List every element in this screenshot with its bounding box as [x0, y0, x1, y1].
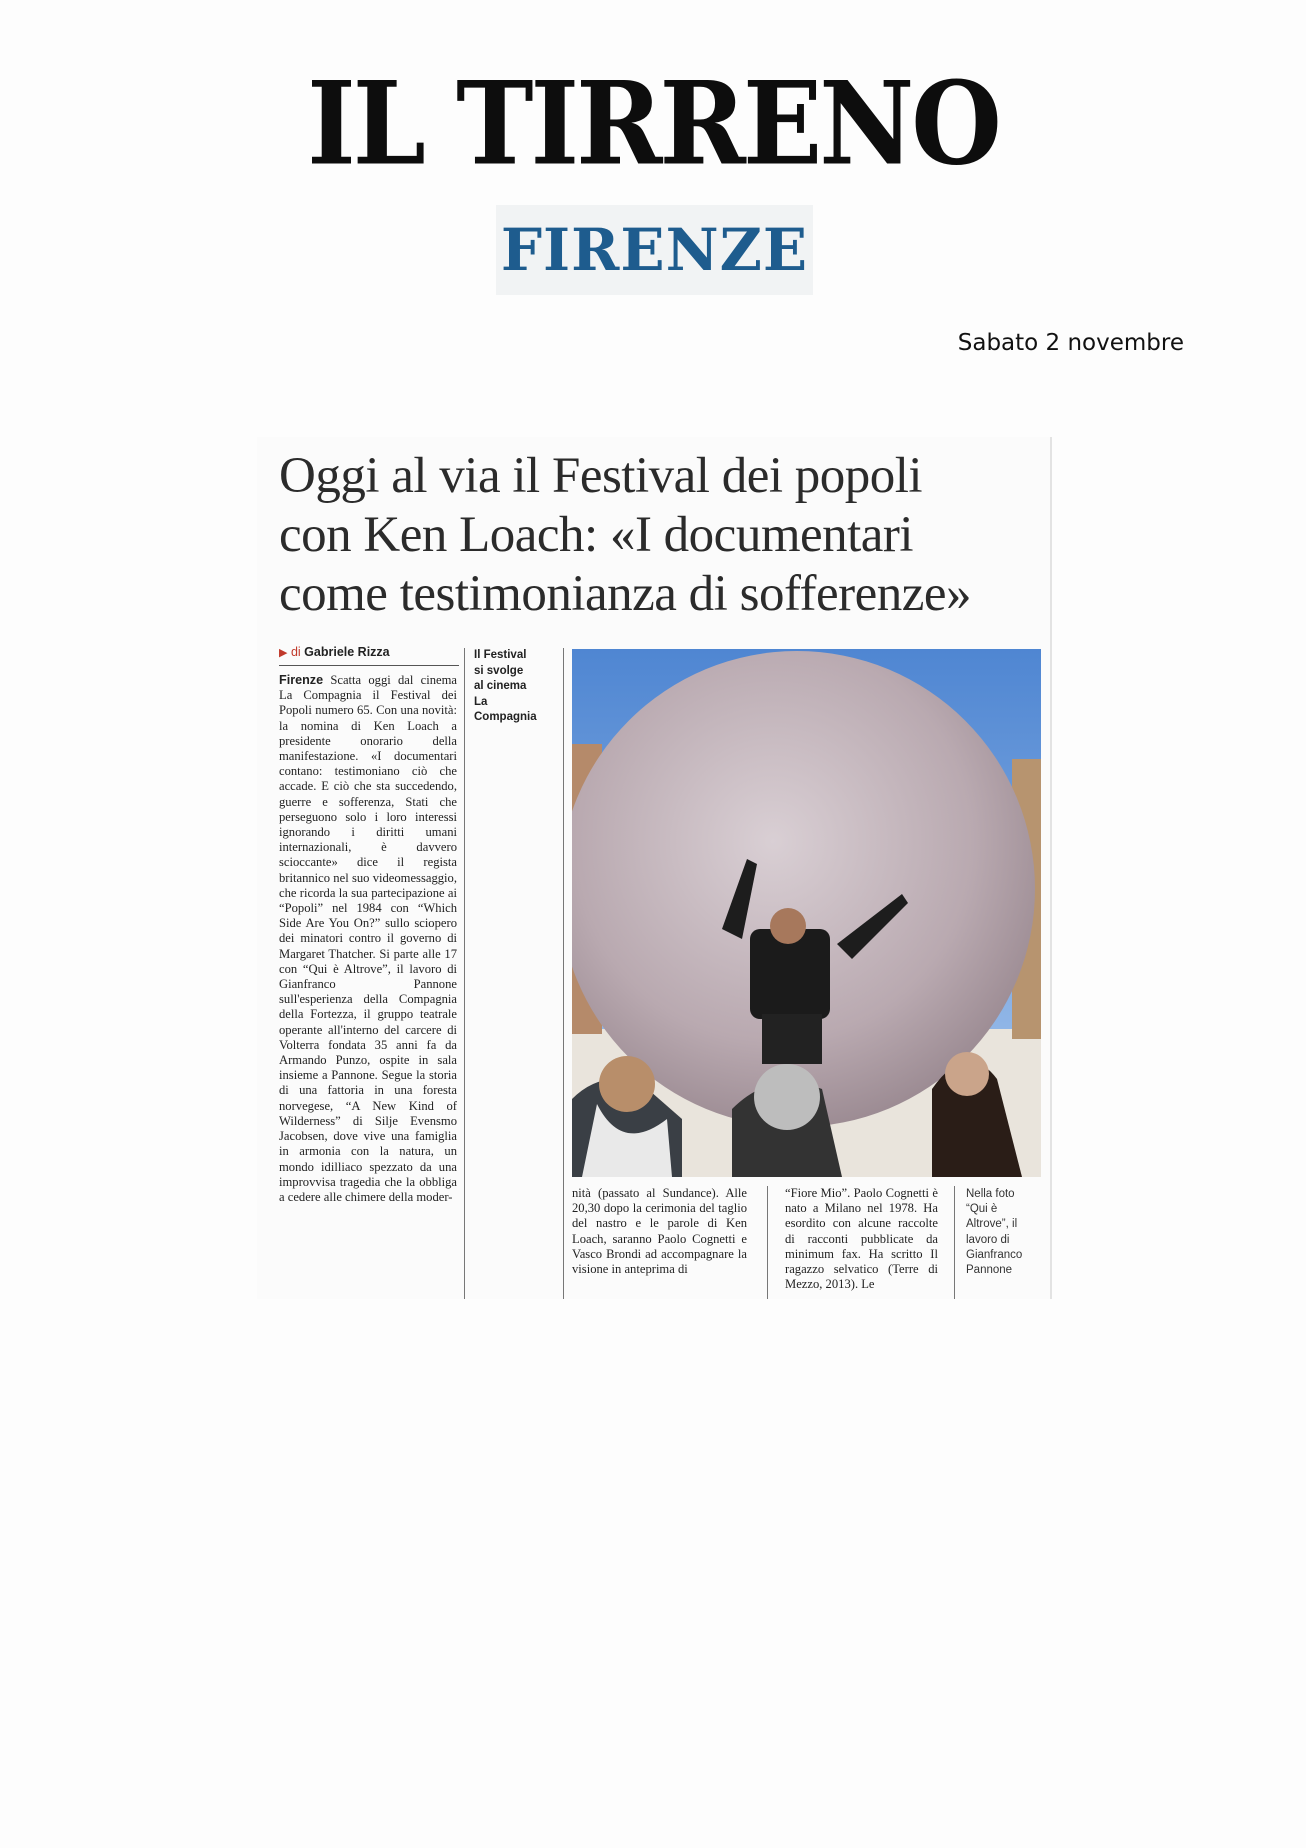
edition-label-box	[496, 205, 813, 295]
clipping-edge	[1050, 437, 1052, 1299]
caption-line: Gianfranco	[966, 1248, 1023, 1261]
sidebar-note-line: si svolge	[474, 664, 524, 677]
dateline: Firenze	[279, 673, 324, 687]
article-photo	[572, 649, 1041, 1177]
caption-line: lavoro di	[966, 1233, 1010, 1246]
edition-label: FIRENZE	[500, 216, 809, 284]
byline-marker-icon: ▶	[279, 647, 288, 659]
headline-line: con Ken Loach: «I documentari	[279, 507, 914, 563]
headline-line: Oggi al via il Festival dei popoli	[279, 448, 923, 504]
caption-line: “Qui è	[966, 1203, 998, 1216]
caption-line: Pannone	[966, 1264, 1013, 1277]
byline-author: Gabriele Rizza	[304, 645, 390, 659]
sidebar-note-line: La	[474, 695, 488, 708]
byline-divider	[279, 665, 459, 666]
byline-prefix: di	[290, 645, 301, 659]
column-divider	[954, 1186, 955, 1299]
sidebar-note	[474, 648, 544, 726]
sidebar-note-line: Compagnia	[474, 711, 537, 723]
article-column-1	[279, 673, 457, 1205]
publication-date: Sabato 2 novembre	[957, 330, 1184, 356]
sidebar-note-line: al cinema	[474, 680, 527, 692]
photo-caption	[966, 1187, 1046, 1278]
article-byline	[279, 645, 390, 659]
column-divider	[563, 648, 564, 1299]
sidebar-note-line: Il Festival	[474, 649, 527, 661]
caption-line: Nella foto	[966, 1188, 1015, 1200]
column-1-text: Scatta oggi dal cinema La Compagnia il Festival dei Popoli numero 65. Con una novità: la nomina di Ken Loach a presidente onorario della manifestazione. «I documentari contano: testimoniano ciò che accade. E ciò che sta succedendo, guerre e sofferenza, Stati che perseguono solo i loro interessi ignorando i diritti umani internazionali, è davvero scioccante» dice il regista britannico nel suo videomessaggio, che ricorda la sua partecipazione ai “Popoli” nel 1984 con “Which Side Are You On?” sullo sciopero dei minatori contro il governo di Margaret Thatcher. Si parte alle 17 con “Qui è Altrove”, il lavoro di Gianfranco Pannone sull'esperienza della Compagnia della Fortezza, il gruppo teatrale operante all'interno del carcere di Volterra fondata 35 anni fa da Armando Punzo, ospite in sala insieme a Pannone. Segue la storia di una fattoria in una foresta norvegese, “A New Kind of Wilderness” di Silje Evensmo Jacobsen, dove vive una famiglia in armonia con la natura, un mondo idilliaco spezzato da una improvvisa tragedia che la obbliga a cedere alle chimere della moder-	[279, 673, 457, 1204]
article-headline	[279, 447, 1049, 624]
caption-line: Altrove”, il	[966, 1218, 1018, 1231]
column-divider	[464, 648, 465, 1299]
column-divider	[767, 1186, 768, 1299]
article-column-3: “Fiore Mio”. Paolo Cognetti è nato a Milano nel 1978. Ha esordito con alcune raccolte di racconti pubblicate da minimum fax. Ha scritto Il ragazzo selvatico (Terre di Mezzo, 2013). Le	[785, 1186, 938, 1292]
article-clipping	[257, 437, 1052, 1299]
headline-line: come testimonianza di sofferenze»	[279, 566, 972, 622]
article-column-2: nità (passato al Sundance). Alle 20,30 dopo la cerimonia del taglio del nastro e le parole di Ken Loach, saranno Paolo Cognetti e Vasco Brondi ad accompagnare la visione in anteprima di	[572, 1186, 747, 1277]
newspaper-masthead: IL TIRRENO	[307, 55, 999, 192]
photo-audience	[572, 1052, 1022, 1177]
